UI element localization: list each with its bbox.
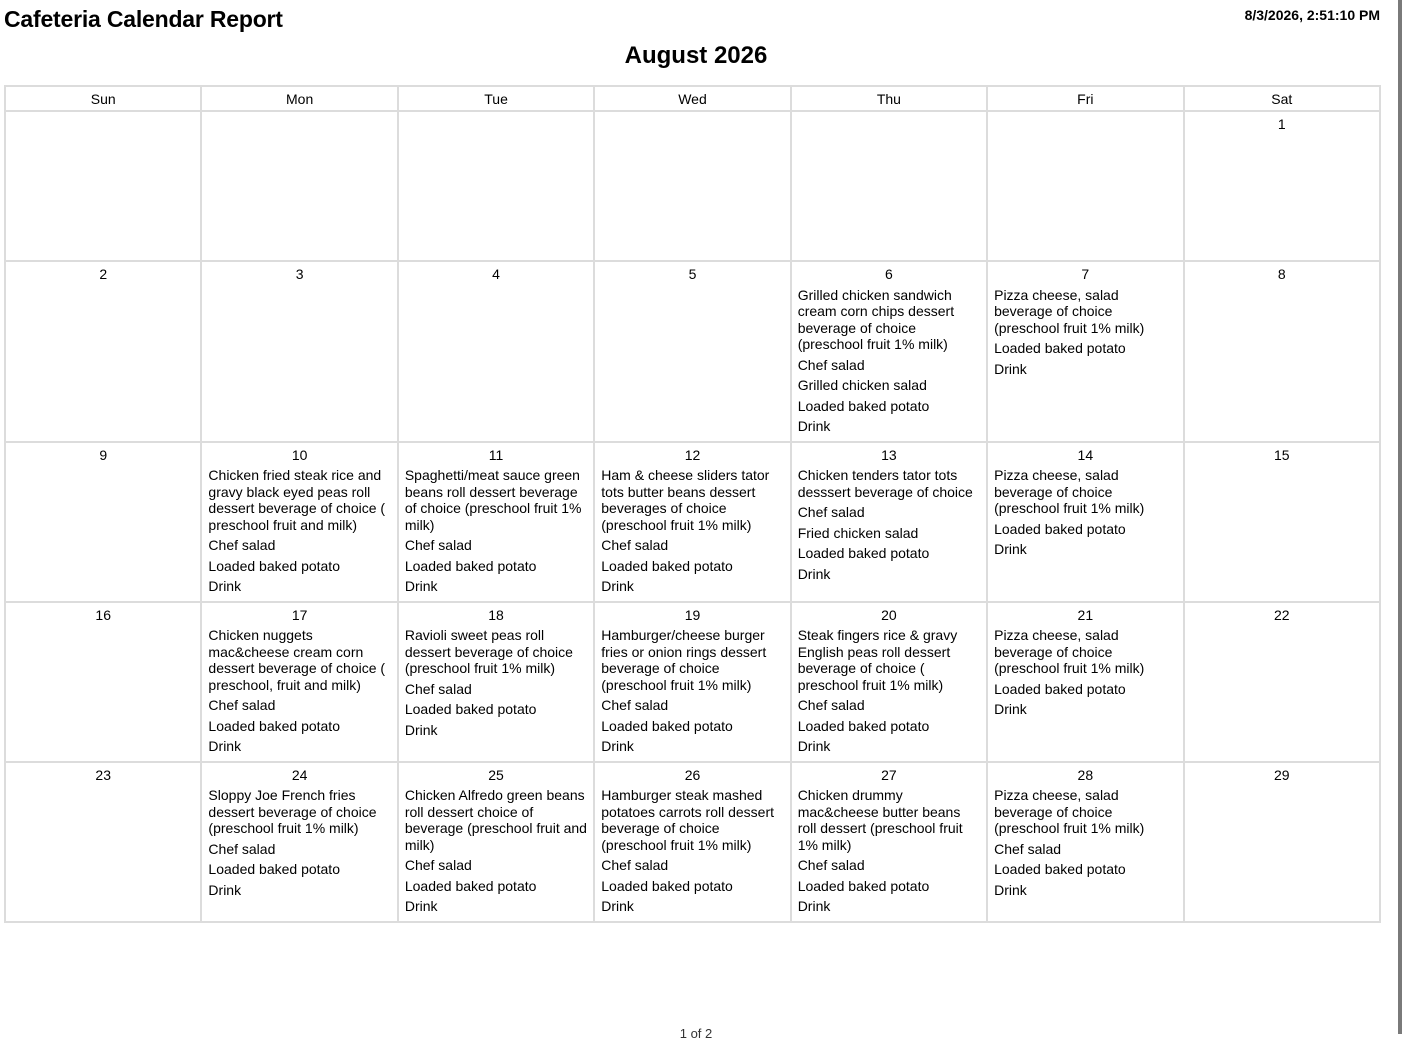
calendar-day-cell <box>201 442 397 602</box>
menu-option: Chef salad <box>404 857 472 873</box>
calendar-day-cell <box>791 762 987 922</box>
menu-main-entry: Chicken nuggets mac&cheese cream corn dessert beverage of choice ( preschool, fruit and milk) <box>208 627 386 693</box>
menu-main-entry: Chicken drummy mac&cheese butter beans roll dessert (preschool fruit 1% milk) <box>797 787 963 853</box>
menu-option: Drink <box>797 898 831 914</box>
day-number: 3 <box>295 266 304 282</box>
report-title: Cafeteria Calendar Report <box>4 6 283 32</box>
day-number: 5 <box>688 266 697 282</box>
menu-main-entry: Pizza cheese, salad beverage of choice (preschool fruit 1% milk) <box>994 286 1145 336</box>
menu-option: Loaded baked potato <box>994 680 1126 697</box>
menu-option: Chef salad <box>404 537 472 553</box>
weekday-header-thu: Thu <box>791 86 987 111</box>
menu-option: Loaded baked potato <box>601 877 733 894</box>
weekday-header-row <box>5 86 1380 111</box>
menu-option: Chef salad <box>601 857 669 873</box>
day-number: 13 <box>881 446 897 463</box>
calendar-day-cell <box>201 762 397 922</box>
day-number: 17 <box>291 606 308 623</box>
calendar-day-cell <box>594 442 790 602</box>
menu-option: Loaded baked potato <box>404 557 537 574</box>
month-title: August 2026 <box>624 42 768 69</box>
menu-option: Drink <box>601 578 634 594</box>
calendar-day-cell <box>1184 602 1380 762</box>
menu-main-entry: Pizza cheese, salad beverage of choice (preschool fruit 1% milk) <box>994 787 1145 836</box>
report-timestamp: 8/3/2026, 2:51:10 PM <box>1244 7 1380 23</box>
day-number: 14 <box>1077 446 1094 463</box>
weekday-header-sun: Sun <box>5 86 201 111</box>
menu-option: Chef salad <box>797 504 865 520</box>
menu-option: Drink <box>994 701 1027 717</box>
menu-option: Loaded baked potato <box>797 877 930 894</box>
day-number: 19 <box>684 606 701 623</box>
calendar-day-cell <box>594 602 790 762</box>
calendar-day-cell <box>5 602 201 762</box>
menu-option: Drink <box>208 578 242 594</box>
calendar-day-cell <box>987 111 1183 261</box>
calendar-day-cell <box>791 111 987 261</box>
menu-option: Drink <box>404 578 438 594</box>
menu-option: Loaded baked potato <box>208 861 340 877</box>
menu-option: Drink <box>404 898 438 914</box>
menu-option: Chef salad <box>994 840 1062 857</box>
calendar-day-cell <box>201 602 397 762</box>
weekday-header-fri: Fri <box>987 86 1183 111</box>
day-number: 27 <box>881 766 897 783</box>
calendar-day-cell <box>5 762 201 922</box>
menu-option: Chef salad <box>797 697 865 713</box>
menu-option: Loaded baked potato <box>994 861 1126 877</box>
menu-main-entry: Spaghetti/meat sauce green beans roll dessert beverage of choice (preschool fruit 1% milk) <box>404 467 582 533</box>
menu-option: Loaded baked potato <box>797 397 930 414</box>
menu-main-entry: Ham & cheese sliders tator tots butter beans dessert beverages of choice (preschool fruit 1% milk) <box>601 467 770 533</box>
scrollbar[interactable] <box>1398 0 1402 1034</box>
menu-option: Loaded baked potato <box>601 717 733 734</box>
day-number: 18 <box>488 606 504 623</box>
menu-option: Drink <box>797 565 831 582</box>
day-number: 7 <box>1081 266 1090 282</box>
day-number: 22 <box>1273 606 1290 623</box>
calendar-day-cell <box>398 442 594 602</box>
menu-option: Chef salad <box>208 840 276 857</box>
menu-main-entry: Hamburger steak mashed potatoes carrots roll dessert beverage of choice (preschool fruit 1% milk) <box>601 787 775 853</box>
calendar-week-row <box>5 111 1380 261</box>
menu-option: Drink <box>601 738 634 754</box>
menu-option: Drink <box>797 738 831 754</box>
day-number: 4 <box>492 266 500 282</box>
menu-option: Loaded baked potato <box>404 701 537 717</box>
menu-option: Chef salad <box>601 697 669 713</box>
menu-option: Loaded baked potato <box>994 520 1126 537</box>
menu-option: Drink <box>797 418 831 434</box>
menu-main-entry: Chicken tenders tator tots desssert beverage of choice <box>797 467 973 500</box>
weekday-header-mon: Mon <box>201 86 397 111</box>
menu-option: Drink <box>601 898 634 914</box>
day-number: 2 <box>99 266 108 282</box>
day-number: 16 <box>95 606 111 623</box>
menu-option: Chef salad <box>404 680 472 697</box>
menu-main-entry: Chicken Alfredo green beans roll dessert choice of beverage (preschool fruit and milk) <box>404 787 587 853</box>
calendar-day-cell <box>5 442 201 602</box>
day-number: 23 <box>95 766 111 783</box>
calendar-day-cell <box>987 261 1183 442</box>
menu-option: Chef salad <box>208 537 276 553</box>
calendar-week-row <box>5 602 1380 762</box>
menu-option: Loaded baked potato <box>994 340 1126 356</box>
day-number: 25 <box>488 766 504 783</box>
day-number: 28 <box>1077 766 1094 783</box>
menu-option: Loaded baked potato <box>208 557 340 574</box>
calendar-day-cell <box>791 602 987 762</box>
calendar-day-cell <box>201 111 397 261</box>
day-number: 10 <box>291 446 308 463</box>
menu-main-entry: Pizza cheese, salad beverage of choice (preschool fruit 1% milk) <box>994 467 1145 516</box>
menu-main-entry: Hamburger/cheese burger fries or onion rings dessert beverage of choice (preschool fruit 1% milk) <box>601 627 767 693</box>
calendar-grid <box>4 85 1381 923</box>
day-number: 6 <box>885 266 893 282</box>
menu-option: Chef salad <box>797 857 865 873</box>
calendar-day-cell <box>987 442 1183 602</box>
day-number: 29 <box>1273 766 1290 783</box>
menu-main-entry: Grilled chicken sandwich cream corn chips dessert beverage of choice (preschool fruit 1% milk) <box>797 286 955 352</box>
menu-main-entry: Ravioli sweet peas roll dessert beverage of choice (preschool fruit 1% milk) <box>404 627 573 676</box>
day-number: 12 <box>684 446 701 463</box>
calendar-day-cell <box>201 261 397 442</box>
calendar-day-cell <box>791 442 987 602</box>
calendar-week-row <box>5 442 1380 602</box>
calendar-week-row <box>5 762 1380 922</box>
menu-main-entry: Steak fingers rice & gravy English peas roll dessert beverage of choice ( preschool fruit 1% milk) <box>797 627 958 693</box>
weekday-header-sat: Sat <box>1184 86 1380 111</box>
menu-main-entry: Chicken fried steak rice and gravy black eyed peas roll dessert beverage of choice ( preschool fruit and milk) <box>208 467 386 533</box>
calendar-day-cell <box>594 762 790 922</box>
menu-option: Drink <box>208 881 242 898</box>
day-number: 20 <box>881 606 897 623</box>
menu-option: Drink <box>404 721 438 738</box>
day-number: 24 <box>291 766 308 783</box>
calendar-day-cell <box>5 111 201 261</box>
menu-option: Chef salad <box>797 356 865 373</box>
menu-main-entry: Pizza cheese, salad beverage of choice (preschool fruit 1% milk) <box>994 627 1145 676</box>
menu-option: Drink <box>994 360 1027 377</box>
day-number: 21 <box>1077 606 1094 623</box>
menu-option: Drink <box>994 881 1027 898</box>
menu-option: Loaded baked potato <box>601 557 733 574</box>
calendar-day-cell <box>1184 261 1380 442</box>
calendar-day-cell <box>987 762 1183 922</box>
menu-option: Loaded baked potato <box>797 545 930 561</box>
menu-main-entry: Sloppy Joe French fries dessert beverage of choice (preschool fruit 1% milk) <box>208 787 377 836</box>
calendar-day-cell <box>398 111 594 261</box>
menu-option: Grilled chicken salad <box>797 377 927 393</box>
calendar-day-cell <box>5 261 201 442</box>
day-number: 26 <box>684 766 701 783</box>
day-number: 11 <box>488 446 504 463</box>
weekday-header-tue: Tue <box>398 86 594 111</box>
day-number: 15 <box>1273 446 1290 463</box>
calendar-day-cell <box>594 261 790 442</box>
menu-option: Loaded baked potato <box>208 717 340 734</box>
calendar-day-cell <box>987 602 1183 762</box>
calendar-day-cell <box>398 762 594 922</box>
day-number: 8 <box>1277 266 1286 282</box>
day-number: 1 <box>1277 116 1286 132</box>
calendar-day-cell <box>398 261 594 442</box>
menu-option: Chef salad <box>208 697 276 713</box>
menu-option: Loaded baked potato <box>404 877 537 894</box>
calendar-week-row <box>5 261 1380 442</box>
menu-option: Fried chicken salad <box>797 524 919 541</box>
calendar-day-cell <box>594 111 790 261</box>
menu-option: Chef salad <box>601 537 669 553</box>
calendar-day-cell <box>1184 442 1380 602</box>
calendar-day-cell <box>1184 111 1380 261</box>
calendar-day-cell <box>1184 762 1380 922</box>
weekday-header-wed: Wed <box>594 86 790 111</box>
calendar-day-cell <box>398 602 594 762</box>
day-number: 9 <box>99 446 108 463</box>
page-indicator: 1 of 2 <box>679 1026 713 1041</box>
calendar-day-cell <box>791 261 987 442</box>
menu-option: Loaded baked potato <box>797 717 930 734</box>
menu-option: Drink <box>994 541 1027 557</box>
menu-option: Drink <box>208 738 242 754</box>
